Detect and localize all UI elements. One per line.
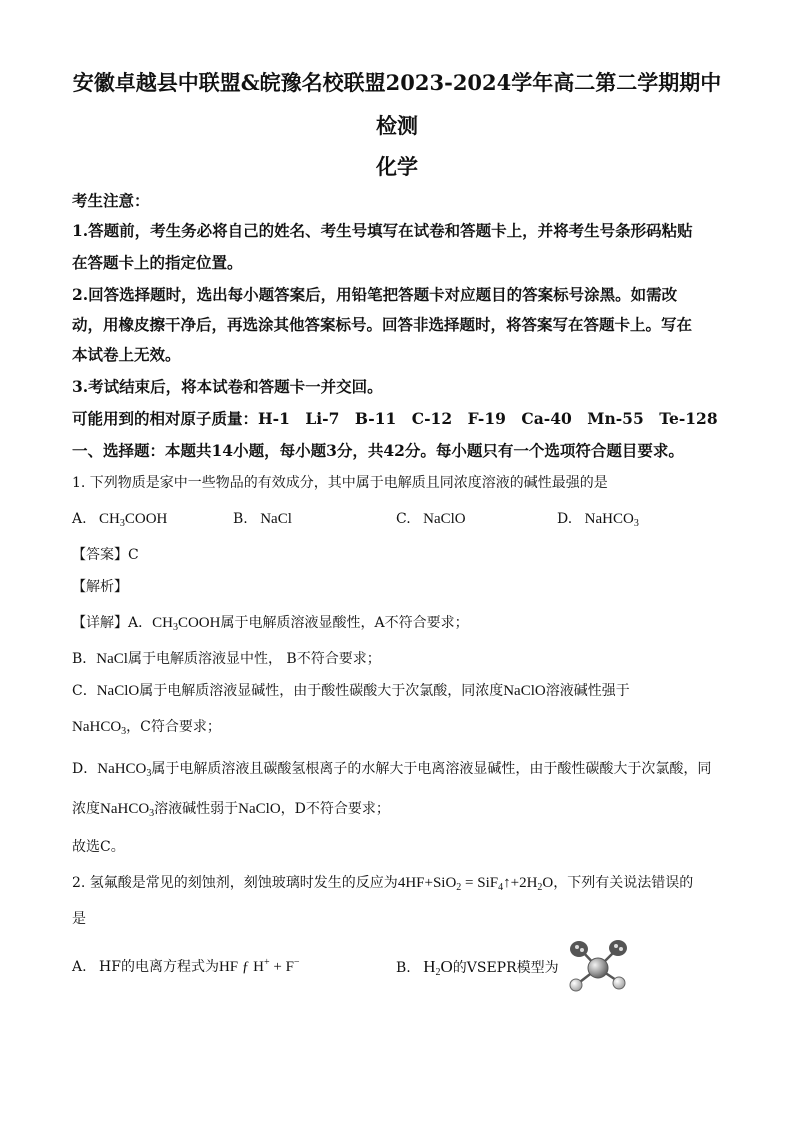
lone-pair-icon: [609, 940, 627, 956]
eq-subscript: 2: [537, 882, 543, 893]
eq-part: = SiF: [461, 875, 499, 891]
eq-subscript: 4: [498, 882, 504, 893]
formula: NaClO: [96, 683, 140, 699]
formula-part: COOH: [124, 511, 168, 527]
q1-detail-d-cont: [72, 798, 390, 820]
formula-part: NaHCO: [100, 801, 150, 817]
exam-title-line1: 安徽卓越县中联盟&皖豫名校联盟2023-2024学年高二第二学期期中: [72, 70, 722, 95]
notice-item2-line3: 本试卷上无效。: [72, 345, 181, 364]
detail-text: ，D不符合要求；: [280, 801, 390, 817]
eq-part: ↑+2H: [503, 875, 538, 891]
formula: NaCl: [260, 511, 292, 527]
q1-detail-d: [72, 758, 711, 780]
detail-text: B．: [72, 651, 97, 667]
q1-option-c: [396, 508, 466, 530]
formula-part: CH: [152, 615, 173, 631]
q1-option-b: [233, 508, 292, 530]
formula-part: + F: [269, 959, 294, 975]
eq-part: O: [542, 875, 554, 891]
q1-detail-b: [72, 648, 381, 670]
option-label: D.: [557, 511, 573, 527]
exam-title-line2: 检测: [376, 113, 418, 138]
section1-heading: 一、选择题：本题共14小题，每小题3分，共42分。每小题只有一个选项符合题目要求。: [72, 441, 684, 460]
option-text: HF的电离方程式为: [99, 959, 219, 975]
formula-subscript: 3: [633, 518, 639, 529]
reaction-equation: [398, 875, 553, 891]
notice-item1-line2: 在答题卡上的指定位置。: [72, 253, 243, 272]
formula-part: CH: [99, 511, 120, 527]
q2-option-a: [72, 956, 300, 978]
formula-subscript: 3: [119, 518, 125, 529]
vsepr-model-illustration: [565, 938, 635, 994]
notice-item2-line1: 2.回答选择题时，选出每小题答案后，用铅笔把答题卡对应题目的答案标号涂黑。如需改: [72, 285, 678, 304]
detail-text: 属于电解质溶液显碱性，由于酸性碳酸大于次氯酸，同浓度: [139, 683, 504, 699]
formula-part: COOH: [177, 615, 221, 631]
detail-text: 浓度: [72, 801, 100, 817]
formula: NaClO: [423, 511, 466, 527]
detail-text: C．: [72, 683, 97, 699]
formula-subscript: 3: [172, 622, 178, 633]
formula-superscript: −: [293, 957, 300, 968]
formula-part: NaHCO: [97, 761, 147, 777]
hydrogen-atom-icon: [570, 979, 582, 991]
formula-subscript: 2: [435, 967, 441, 978]
exam-subject: 化学: [376, 154, 418, 179]
eq-part: 4HF+SiO: [397, 875, 457, 891]
formula-part: O: [440, 957, 453, 976]
notice-item1-line1: 1.答题前，考生务必将自己的姓名、考生号填写在试卷和答题卡上，并将考生号条形码粘贴: [72, 221, 693, 240]
formula-part: HF ƒ H: [218, 959, 264, 975]
detail-text: 属于电解质溶液显酸性，A不符合要求；: [220, 615, 469, 631]
stem-text: ，下列有关说法错误的: [553, 875, 694, 891]
oxygen-atom-icon: [588, 958, 608, 978]
option-label: C.: [396, 511, 411, 527]
formula-subscript: 3: [146, 768, 152, 779]
q1-answer: 【答案】C: [72, 547, 139, 563]
formula: NaClO: [238, 801, 281, 817]
formula-subscript: 3: [121, 726, 127, 737]
q1-detail-a: [72, 612, 469, 634]
detail-text: ，C符合要求；: [126, 719, 221, 735]
formula-superscript: +: [263, 957, 270, 968]
detail-text: 属于电解质溶液且碳酸氢根离子的水解大于电离溶液显碱性，由于酸性碳酸大于次氯酸，同: [151, 761, 712, 777]
q1-detail-c: [72, 680, 630, 702]
formula: NaCl: [96, 651, 128, 667]
detail-text: 【详解】A．: [72, 615, 153, 631]
option-text: 的VSEPR模型为: [452, 960, 559, 976]
option-label: A.: [72, 511, 87, 527]
detail-text: D．: [72, 761, 98, 777]
formula-subscript: 3: [149, 808, 155, 819]
detail-text: 溶液碱性强于: [545, 683, 630, 699]
q2-option-b: [396, 956, 559, 979]
stem-text: 2. 氢氟酸是常见的刻蚀剂，刻蚀玻璃时发生的反应为: [72, 875, 398, 891]
q2-stem-line2: 是: [72, 911, 86, 927]
notice-item2-line2: 动，用橡皮擦干净后，再选涂其他答案标号。回答非选择题时，将答案写在答题卡上。写在: [72, 315, 693, 334]
q1-detail-c-cont: [72, 716, 221, 738]
eq-subscript: 2: [456, 882, 462, 893]
q1-conclusion: 故选C。: [72, 839, 125, 855]
q1-stem: 1. 下列物质是家中一些物品的有效成分，其中属于电解质且同浓度溶液的碱性最强的是: [72, 475, 608, 491]
detail-text: 溶液碱性弱于: [154, 801, 239, 817]
atomic-mass-line: 可能用到的相对原子质量：H-1 Li-7 B-11 C-12 F-19 Ca-40 Mn-55 Te-128: [72, 409, 718, 428]
option-label: B.: [233, 511, 248, 527]
q2-stem: [72, 872, 693, 894]
detail-text: 属于电解质溶液显中性， B不符合要求；: [127, 651, 381, 667]
formula-part: NaHCO: [584, 511, 634, 527]
option-label: B.: [396, 960, 411, 976]
formula-part: H: [423, 957, 436, 976]
hydrogen-atom-icon: [613, 977, 625, 989]
formula: NaClO: [503, 683, 546, 699]
formula-part: NaHCO: [72, 719, 122, 735]
option-label: A.: [72, 959, 87, 975]
q1-option-d: [557, 508, 639, 530]
notice-heading: 考生注意：: [72, 191, 150, 210]
q1-option-a: [72, 508, 167, 530]
lone-pair-icon: [570, 941, 588, 957]
q1-analysis-heading: 【解析】: [72, 579, 128, 595]
notice-item3: 3.考试结束后，将本试卷和答题卡一并交回。: [72, 377, 383, 396]
